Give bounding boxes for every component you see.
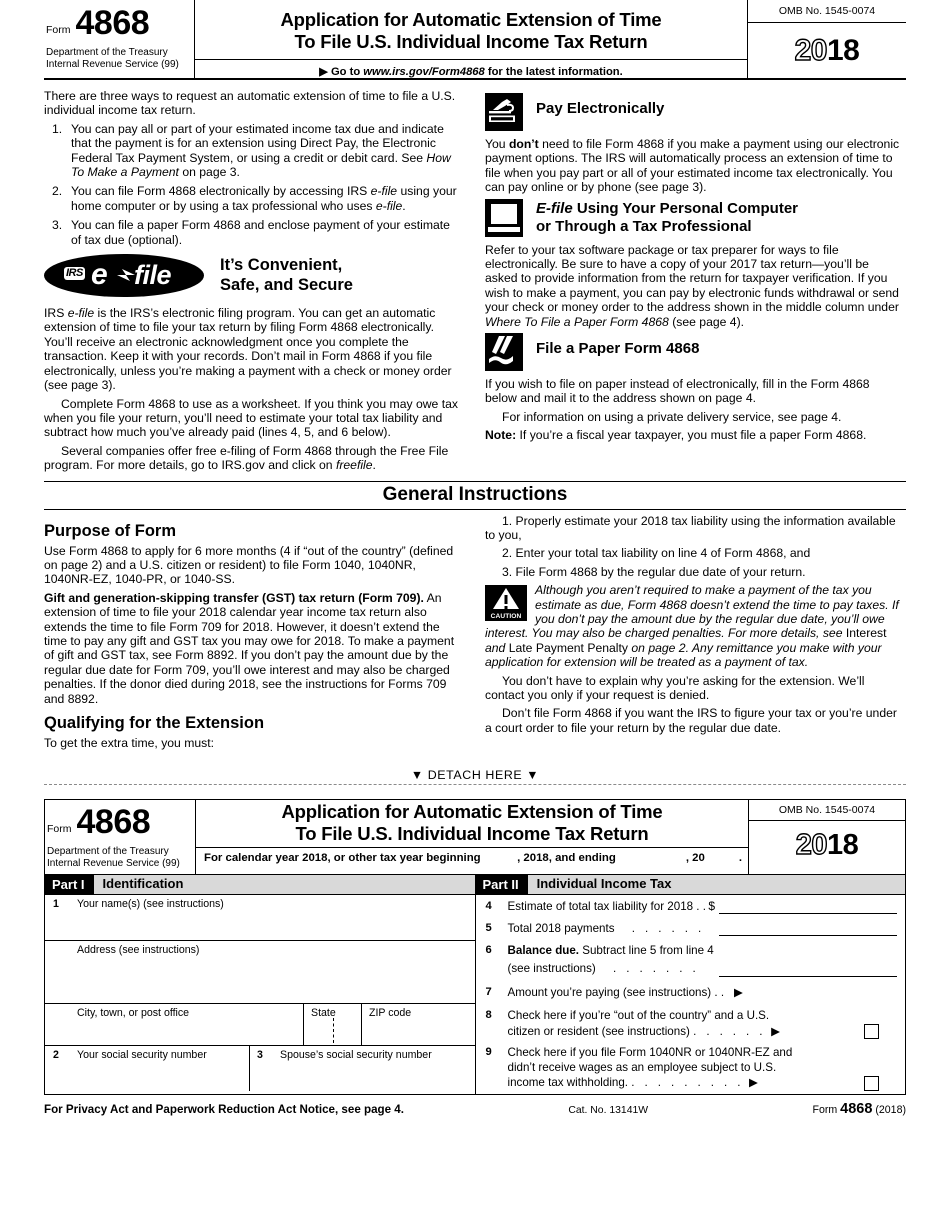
form2-department-line-1: Department of the Treasury	[47, 846, 169, 858]
gi-left-column	[44, 514, 459, 755]
omb-number: OMB No. 1545-0074	[748, 0, 906, 23]
efile-p1-b: is the IRS’s electronic filing program. You can get an automatic extension of time to file your tax return by filing Form 4868 electronically. You’ll receive an electronic acknowledgment once you complete the transaction. Keep it with your records. Don’t mail in Form 4868 if you file electronically, unless you’re making a payment with a check or money order (see page 3).	[44, 306, 452, 393]
line-5-label: Total 2018 payments	[507, 922, 615, 936]
qualifying-heading: Qualifying for the Extension	[44, 714, 265, 732]
efile-personal-heading-italic: E-file	[536, 199, 573, 217]
efile-word-file: file	[134, 260, 172, 291]
part-2-tag: Part II	[476, 875, 528, 894]
goto-prefix: Go to	[330, 66, 361, 78]
efile-tagline-line-1: It’s Convenient,	[220, 256, 343, 275]
intro-item-3-number: 3.	[52, 218, 63, 233]
footer-form-identity	[812, 1101, 906, 1117]
efile-pers-italic: Where To File a Paper Form 4868	[485, 314, 669, 329]
footer-form-number: 4868	[840, 1101, 873, 1118]
general-instructions-title: General Instructions	[382, 483, 568, 505]
pen-writing-glyph	[485, 333, 523, 371]
purpose-paragraph-1: Use Form 4868 to apply for 6 more months (4 if “out of the country” (defined on page 2) and a U.S. citizen or resident) to file Form 1040, 1040NR, 1040NR-EZ, 1040-PR, or 1040-SS.	[44, 543, 454, 587]
qualifying-step-2: 2. Enter your total tax liability on line 4 of Form 4868, and	[502, 546, 811, 561]
caution-block	[485, 583, 900, 669]
department-line-1: Department of the Treasury	[46, 47, 168, 58]
form-word-label: Form	[46, 24, 71, 36]
footer-form-word: Form	[812, 1104, 838, 1117]
line-9-label: Check here if you file Form 1040NR or 1040NR-EZ and	[507, 1046, 793, 1060]
efile-logo-row	[44, 254, 459, 297]
efile-p1-italic: e-file	[67, 306, 95, 321]
calendar-year-mid: , 2018, and ending	[517, 852, 616, 865]
efile-personal-heading-line-2: or Through a Tax Professional	[536, 217, 752, 235]
line-8-row[interactable]	[476, 1002, 906, 1040]
intro-lead-paragraph: There are three ways to request an automatic extension of time to file a U.S. individual income tax return.	[44, 89, 456, 118]
gi-after-paragraph-1: You don’t have to explain why you’re asking for the extension. We’ll contact you only if your request is denied.	[485, 673, 865, 702]
intro-columns	[44, 80, 906, 477]
line-3-number: 3	[257, 1049, 263, 1062]
detach-arrow-right-icon: ▼	[526, 768, 540, 783]
file-paper-heading-row	[485, 333, 900, 371]
form-footer	[44, 1101, 906, 1117]
dollar-sign: $	[708, 899, 715, 914]
part-1-tag: Part I	[45, 875, 94, 894]
laptop-icon	[485, 199, 523, 237]
line-4-label: Estimate of total tax liability for 2018 .	[507, 900, 700, 914]
right-arrow-icon: ▶	[319, 66, 328, 78]
pay-elec-b: need to file Form 4868 if you make a payment using our electronic payment options. The IRS will automatically process an extension of time to file when you pay part or all of your estimated income tax electronically. You can pay online or by phone (see page 3).	[485, 137, 900, 195]
form2-title-line-2: To File U.S. Individual Income Tax Return	[295, 822, 649, 844]
form-title-line-1: Application for Automatic Extension of Time	[280, 9, 662, 30]
lightning-bolt-icon	[117, 269, 135, 281]
file-paper-note-text: If you’re a fiscal year taxpayer, you must file a paper Form 4868.	[516, 428, 867, 443]
address-label: Address (see instructions)	[77, 944, 200, 957]
efile-pers-b: (see page 4).	[668, 314, 745, 329]
line-7-dots-arrow: . ▶	[720, 986, 747, 1000]
line-7-label: Amount you’re paying (see instructions) .	[507, 986, 718, 1000]
calendar-year-prefix: For calendar year 2018, or other tax year beginning	[204, 852, 481, 865]
hand-writing-check-glyph	[485, 93, 523, 131]
line-6-row[interactable]	[476, 938, 906, 977]
line-5-number: 5	[485, 922, 492, 935]
line-5-dots: . . . . . .	[631, 922, 705, 936]
line-8-label-2: citizen or resident (see instructions)	[507, 1025, 694, 1039]
line-7-row[interactable]	[476, 977, 906, 1002]
form2-omb-number: OMB No. 1545-0074	[749, 800, 905, 821]
efile-personal-paragraph	[485, 243, 900, 329]
gst-paragraph	[44, 591, 459, 706]
department-line-2: Internal Revenue Service (99)	[46, 58, 179, 70]
line-8-second-line	[508, 1023, 898, 1039]
masthead-omb-block	[748, 0, 906, 78]
file-paper-note-label: Note:	[485, 428, 517, 443]
state-divider-dash	[333, 1018, 334, 1043]
ssn-row	[45, 1046, 475, 1091]
city-label: City, town, or post office	[77, 1007, 190, 1020]
intro-list-item-1	[44, 122, 459, 180]
part-1-column	[45, 875, 476, 1094]
detach-label-row	[411, 768, 539, 784]
form2-number: 4868	[76, 803, 151, 842]
irs-wordmark: IRS	[66, 267, 83, 280]
part-1-title: Identification	[102, 876, 184, 892]
efile-paragraph-2: Complete Form 4868 to use as a worksheet. If you think you may owe tax when you file your return, you’ll need to estimate your total tax liability and subtract how much you’ve already paid (lines 4, 5, and 6 below).	[44, 396, 458, 440]
line-8-dots: . . . . . .	[693, 1025, 766, 1039]
line-2-number: 2	[53, 1049, 59, 1062]
pen-writing-icon	[485, 333, 523, 371]
intro-right-column	[485, 89, 900, 477]
purpose-of-form-heading: Purpose of Form	[44, 521, 177, 540]
catalog-number: Cat. No. 13141W	[568, 1105, 649, 1117]
line-4-dots: .	[702, 900, 710, 914]
caution-icon	[485, 585, 527, 621]
line-4-amount-input[interactable]	[719, 912, 897, 914]
intro-list-item-3	[44, 218, 459, 247]
part-2-header-bar	[476, 875, 906, 895]
tax-year-prefix: 20	[794, 33, 827, 67]
city-state-zip-row	[45, 1004, 475, 1046]
efile-p3-italic: freefile	[335, 458, 373, 473]
efile-tagline	[220, 256, 353, 295]
goto-url[interactable]: www.irs.gov/Form4868	[363, 66, 485, 78]
line-6-label-2: (see instructions)	[507, 962, 596, 976]
efile-p1-a: IRS	[44, 306, 68, 321]
caution-exclamation-dot	[505, 606, 508, 609]
line-9-second-line: didn’t receive wages as an employee subject to U.S.	[507, 1061, 777, 1075]
line-8-number: 8	[485, 1009, 492, 1022]
form2-department-label	[45, 846, 195, 869]
spouse-ssn-field[interactable]	[249, 1046, 475, 1091]
city-field[interactable]	[45, 1004, 303, 1045]
caution-italic-b: and	[485, 640, 509, 655]
footer-form-year: (2018)	[875, 1104, 906, 1117]
file-paper-note	[485, 428, 900, 442]
masthead-title-block	[194, 0, 748, 78]
line-9-arrow-icon: ▶	[749, 1076, 758, 1090]
form-masthead	[44, 0, 906, 80]
efile-personal-heading	[536, 199, 798, 236]
line-7-number: 7	[485, 986, 492, 999]
line-6-second-line	[508, 958, 898, 976]
line-4-row[interactable]	[476, 895, 906, 916]
form2-parts	[45, 874, 905, 1094]
efile-paragraph-1	[44, 306, 459, 392]
privacy-act-notice: For Privacy Act and Paperwork Reduction Act Notice, see page 4.	[44, 1103, 404, 1117]
line-6-number: 6	[485, 944, 492, 957]
gi-right-column	[485, 514, 900, 755]
laptop-screen	[491, 204, 517, 224]
line-1-number: 1	[53, 898, 59, 911]
laptop-base	[488, 227, 520, 232]
hand-writing-check-icon	[485, 93, 523, 131]
detachable-form-4868	[44, 799, 906, 1095]
caution-exclamation-bar	[505, 595, 508, 604]
intro-item-1-italic: How To Make a Payment	[71, 150, 451, 180]
efile-personal-heading-rest: Using Your Personal Computer	[572, 199, 799, 217]
line-5-amount-input[interactable]	[719, 934, 897, 936]
state-label: State	[311, 1007, 336, 1020]
form2-omb-block	[749, 800, 905, 874]
general-instructions-columns	[44, 510, 906, 755]
intro-item-1-text-b: on page 3.	[178, 165, 240, 180]
line-1-label: Your name(s) (see instructions)	[77, 898, 224, 911]
part-1-header-bar	[45, 875, 475, 895]
form2-word-label: Form	[47, 823, 72, 836]
pay-electronically-heading: Pay Electronically	[536, 100, 665, 117]
line-9-third-line	[508, 1075, 898, 1090]
form2-department-line-2: Internal Revenue Service (99)	[47, 858, 180, 869]
form2-title-text	[196, 800, 748, 847]
intro-item-2-italic-2: e-file	[375, 198, 403, 213]
line-9-number: 9	[485, 1046, 492, 1059]
qualifying-step-3: 3. File Form 4868 by the regular due date of your return.	[502, 564, 806, 579]
line-9-label-3: income tax withholding.	[507, 1076, 629, 1090]
line-9-row[interactable]	[476, 1040, 906, 1094]
line-6-bold-lead: Balance due.	[507, 944, 580, 958]
line-8-checkbox[interactable]	[864, 1024, 879, 1039]
goto-url-line	[195, 59, 747, 78]
part-2-title: Individual Income Tax	[536, 876, 672, 892]
tax-year	[748, 23, 906, 78]
intro-item-1-text-a: You can pay all or part of your estimated income tax due and indicate that the payment is for an extension using Direct Pay, the Electronic Federal Tax Payment System, or using a credit or debit card. See	[71, 121, 444, 165]
form2-identity	[45, 800, 196, 874]
caution-roman-a: Interest	[845, 626, 887, 641]
intro-item-2-italic: e-file	[370, 184, 398, 199]
calendar-year-row	[196, 847, 748, 874]
detach-dashed-line	[44, 784, 906, 785]
intro-numbered-list	[44, 122, 459, 247]
line-9-dots: . . . . . . . . .	[631, 1076, 744, 1090]
department-label	[44, 47, 194, 70]
detach-label: DETACH HERE	[427, 768, 523, 783]
efile-pers-a: Refer to your tax software package or tax preparer for ways to file electronically. Be sure to have a copy of your 2017 tax return—you’ll be asked to provide information from the return for taxpayer verification. If you wish to make a payment, you can pay by electronic funds withdrawal or send your check or money order to the address shown in the middle column under	[485, 242, 899, 315]
masthead-form-identity	[44, 0, 194, 78]
tax-year-suffix: 18	[827, 33, 860, 67]
line-6-label: Subtract line 5 from line 4	[579, 944, 714, 958]
line-8-label: Check here if you’re “out of the country” and a U.S.	[507, 1009, 770, 1023]
pay-electronically-heading-row	[485, 93, 900, 131]
intro-list-item-2	[44, 184, 459, 213]
gst-bold-lead: Gift and generation-skipping transfer (GST) tax return (Form 709).	[44, 590, 424, 605]
efile-paragraph-3	[44, 444, 459, 473]
efile-personal-heading-row	[485, 199, 900, 237]
gst-text: An extension of time to file your 2018 calendar year income tax return also extends the time to file Form 709 for 2018. However, it doesn’t extend the time to pay any gift and GST tax you may owe for 2018. To make a payment of gift and GST tax, see Form 8892. If you don’t pay the amount due by the regular due date for Form 709, you’ll owe interest and may also be charged penalties. If the donor died during 2018, see the instructions for Forms 709 and 8892.	[44, 590, 455, 706]
form-number: 4868	[75, 4, 150, 42]
form-number-block	[44, 6, 194, 40]
intro-item-2-text-a: You can file Form 4868 electronically by accessing IRS	[71, 184, 371, 199]
intro-item-2-number: 2.	[52, 184, 63, 199]
form2-title-line-1: Application for Automatic Extension of Time	[281, 800, 663, 822]
caution-italic-c: on page 2. Any remittance you make with your application for extension will be treated as a payment of tax.	[485, 640, 882, 670]
file-paper-paragraph-1: If you wish to file on paper instead of electronically, fill in the Form 4868 below and mail it to the address shown on page 4.	[485, 377, 870, 406]
efile-letter-e: e	[91, 258, 108, 292]
line-8-arrow-icon: ▶	[771, 1025, 781, 1039]
pay-elec-a: You	[485, 137, 509, 151]
pay-electronically-paragraph	[485, 137, 900, 195]
caution-roman-b: Late Payment Penalty	[508, 640, 628, 655]
caution-label: CAUTION	[485, 613, 527, 621]
part-2-column	[476, 875, 906, 1094]
irs-efile-logo	[44, 254, 204, 297]
intro-item-3-text-a: You can file a paper Form 4868 and enclose payment of your estimate of tax due (optional).	[71, 218, 450, 247]
intro-left-column	[44, 89, 459, 477]
your-ssn-field[interactable]	[45, 1046, 249, 1091]
intro-item-2-text-b: using your home computer or by using a tax professional who uses	[71, 184, 457, 213]
detach-arrow-left-icon: ▼	[410, 768, 424, 783]
intro-item-2-text-c: .	[402, 198, 406, 213]
file-paper-heading: File a Paper Form 4868	[536, 340, 700, 358]
efile-p3-b: .	[372, 458, 376, 473]
form-title-line-2: To File U.S. Individual Income Tax Return	[294, 31, 648, 52]
caution-paragraph	[485, 583, 900, 669]
line-2-label: Your social security number	[77, 1049, 207, 1062]
general-instructions-band	[44, 481, 906, 510]
line-3-label: Spouse’s social security number	[280, 1049, 432, 1062]
line-5-row[interactable]	[476, 916, 906, 938]
zip-label: ZIP code	[369, 1007, 412, 1020]
pay-elec-bold: don’t	[508, 137, 539, 151]
calendar-year-end: , 20	[685, 852, 705, 865]
efile-personal-heading-line-1	[536, 200, 798, 218]
efile-tagline-line-2: Safe, and Secure	[220, 275, 353, 294]
detach-divider	[44, 766, 906, 785]
line-6-dots: . . . . . . .	[613, 962, 700, 976]
goto-suffix: for the latest information.	[487, 66, 623, 78]
line-9-checkbox[interactable]	[864, 1076, 879, 1091]
form2-number-block	[45, 803, 195, 842]
state-field[interactable]	[303, 1004, 361, 1045]
efile-p3-a: Several companies offer free e-filing of Form 4868 through the Free File program. For more details, go to IRS.gov and click on	[44, 443, 449, 473]
form2-tax-year	[749, 821, 905, 874]
line-4-number: 4	[485, 900, 492, 913]
qualifying-step-1: 1. Properly estimate your 2018 tax liability using the information available to you,	[485, 513, 896, 542]
address-field[interactable]	[45, 941, 475, 1004]
file-paper-paragraph-2: For information on using a private delivery service, see page 4.	[502, 409, 842, 424]
gi-after-paragraph-2: Don’t file Form 4868 if you want the IRS to figure your tax or you’re under a court order to file your return by the regular due date.	[485, 706, 897, 735]
caution-italic-a: Although you aren’t required to make a payment of the tax you estimate as due, Form 4868 doesn’t extend the time to pay taxes. If you don’t pay the amount due by the regular due date, you’ll owe interest. You may also be charged penalties. For more details, see	[485, 583, 899, 641]
intro-item-1-number: 1.	[52, 121, 63, 136]
form2-tax-year-suffix: 18	[827, 829, 859, 862]
form2-masthead	[45, 800, 905, 874]
qualifying-intro: To get the extra time, you must:	[44, 736, 215, 750]
form2-title-block	[196, 800, 749, 874]
calendar-year-period: .	[738, 852, 742, 865]
form2-tax-year-prefix: 20	[795, 829, 827, 862]
name-field[interactable]	[45, 895, 475, 941]
zip-field[interactable]	[361, 1004, 475, 1045]
